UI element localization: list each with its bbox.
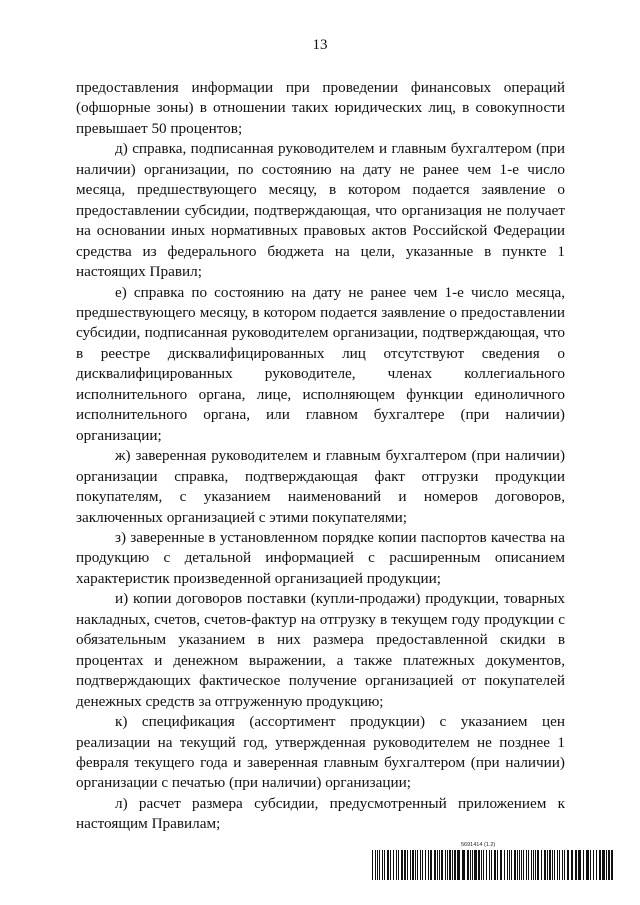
paragraph-item-k: к) спецификация (ассортимент продукции) с указанием цен реализации на текущий год, утвержденная руководителем не позднее 1 февраля текущего года и заверенная главным бухгалтером (при наличии) организации с печатью (при наличии) организации; xyxy=(76,713,565,792)
paragraph-item-e: е) справка по состоянию на дату не ранее чем 1-е число месяца, предшествующего месяцу, в котором подается заявление о предоставлении субсидии, подписанная руководителем организации, подтверждающая, что в реестре дисквалифицированных лиц отсутствуют сведения о дисквалифицированных руководителе, членах коллегиального исполнительного органа, лице, исполняющем функции единоличного исполнительного органа, или главном бухгалтере (при наличии) организации; xyxy=(76,283,565,444)
paragraph-item-d: д) справка, подписанная руководителем и главным бухгалтером (при наличии) организации, по состоянию на дату не ранее чем 1-е число месяца, предшествующего месяцу, в котором подается заявление о предоставлении субсидии, подтверждающая, что организация не получает на основании иных нормативных правовых актов Российской Федерации средства из федерального бюджета на цели, указанные в пункте 1 настоящих Правил; xyxy=(76,140,565,281)
barcode-icon xyxy=(372,850,614,880)
page-number: 13 xyxy=(312,37,328,53)
paragraph-item-l: л) расчет размера субсидии, предусмотренный приложением к настоящим Правилам; xyxy=(76,794,565,833)
paragraph-item-z: з) заверенные в установленном порядке копии паспортов качества на продукцию с детальной информацией с расширенным описанием характеристик произведенной организацией продукции; xyxy=(76,528,565,587)
document-body xyxy=(76,78,565,835)
document-code: 5691414 (1.2) xyxy=(461,842,496,848)
paragraph-continuation: предоставления информации при проведении финансовых операций (офшорные зоны) в отношении таких юридических лиц, в совокупности превышает 50 процентов; xyxy=(76,79,565,137)
paragraph-item-i: и) копии договоров поставки (купли-продажи) продукции, товарных накладных, счетов, счетов-фактур на отгрузку в текущем году продукции с обязательным указанием в них размера предоставленной скидки в процентах и денежном выражении, а также платежных документов, подтверждающих фактическое получение организацией от покупателей денежных средств за отгруженную продукцию; xyxy=(76,590,565,710)
paragraph-item-zh: ж) заверенная руководителем и главным бухгалтером (при наличии) организации справка, подтверждающая факт отгрузки продукции покупателям, с указанием наименований и номеров договоров, заключенных организацией с этими покупателями; xyxy=(76,447,565,526)
